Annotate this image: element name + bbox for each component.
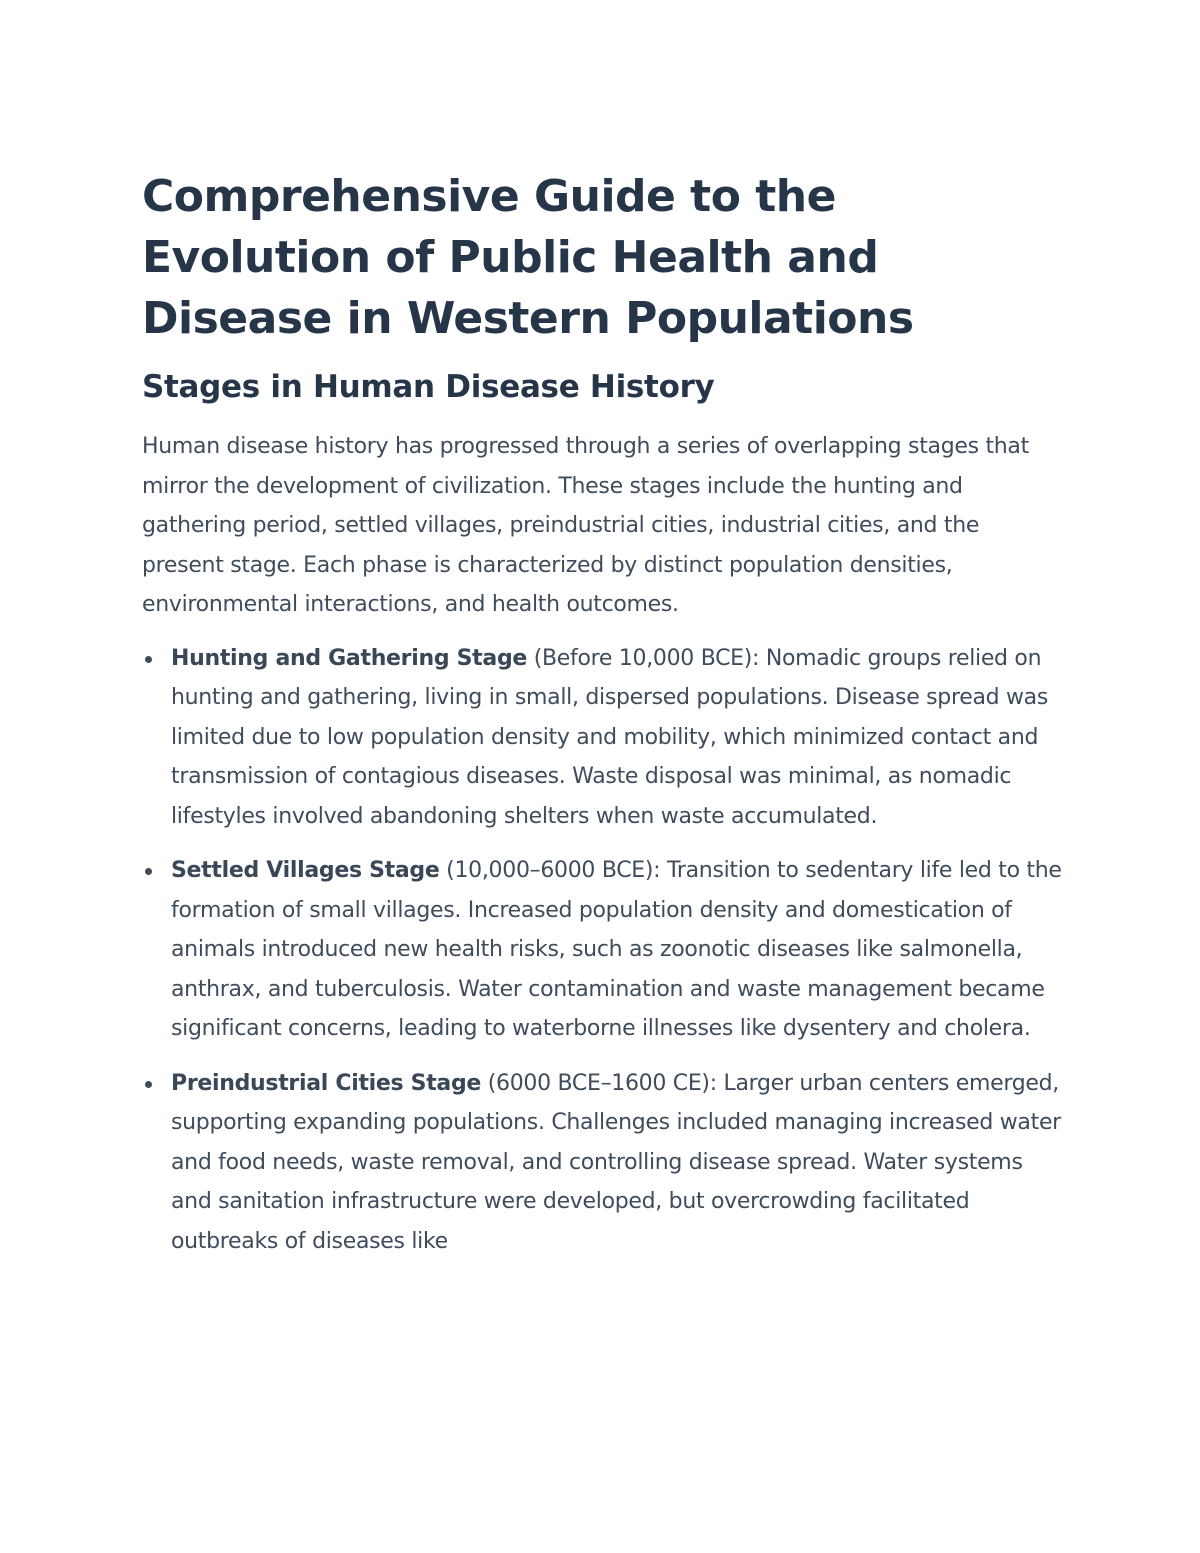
- stage-description: (Before 10,000 BCE): Nomadic groups relied on hunting and gathering, living in small, dispersed populations. Disease spread was limited due to low population density and mobility, which minimized contact and transmission of contagious diseases. Waste disposal was minimal, as nomadic lifestyles involved abandoning shelters when waste accumulated.: [171, 645, 1049, 829]
- list-item: [142, 1064, 1062, 1262]
- stage-term: Preindustrial Cities Stage: [171, 1070, 482, 1096]
- stage-term: Hunting and Gathering Stage: [171, 645, 528, 671]
- bullet-icon: [145, 656, 152, 663]
- section-heading: Stages in Human Disease History: [142, 369, 715, 405]
- stage-description: (6000 BCE–1600 CE): Larger urban centers emerged, supporting expanding populations. Challenges included managing increased water and food needs, waste removal, and controlling disease spread. Water systems and sanitation infrastructure were developed, but overcrowding facilitated outbreaks of diseases like: [171, 1070, 1061, 1254]
- stages-list: [142, 639, 1062, 1262]
- stage-term: Settled Villages Stage: [171, 858, 440, 884]
- document-page: [142, 166, 1062, 1276]
- bullet-icon: [145, 868, 152, 875]
- bullet-icon: [145, 1081, 152, 1088]
- document-title: Comprehensive Guide to the Evolution of Public Health and Disease in Western Populations: [142, 171, 914, 344]
- stage-description: (10,000–6000 BCE): Transition to sedentary life led to the formation of small villages. Increased population density and domestication of animals introduced new health risks, such as zoonotic diseases like salmonella, anthrax, and tuberculosis. Water contamination and waste management became significant concerns, leading to waterborne illnesses like dysentery and cholera.: [171, 858, 1062, 1042]
- list-item: [142, 639, 1062, 837]
- list-item: [142, 851, 1062, 1049]
- intro-paragraph: Human disease history has progressed through a series of overlapping stages that mirror the development of civilization. These stages include the hunting and gathering period, settled villages, preindustrial cities, industrial cities, and the present stage. Each phase is characterized by distinct population densities, environmental interactions, and health outcomes.: [142, 434, 1029, 618]
